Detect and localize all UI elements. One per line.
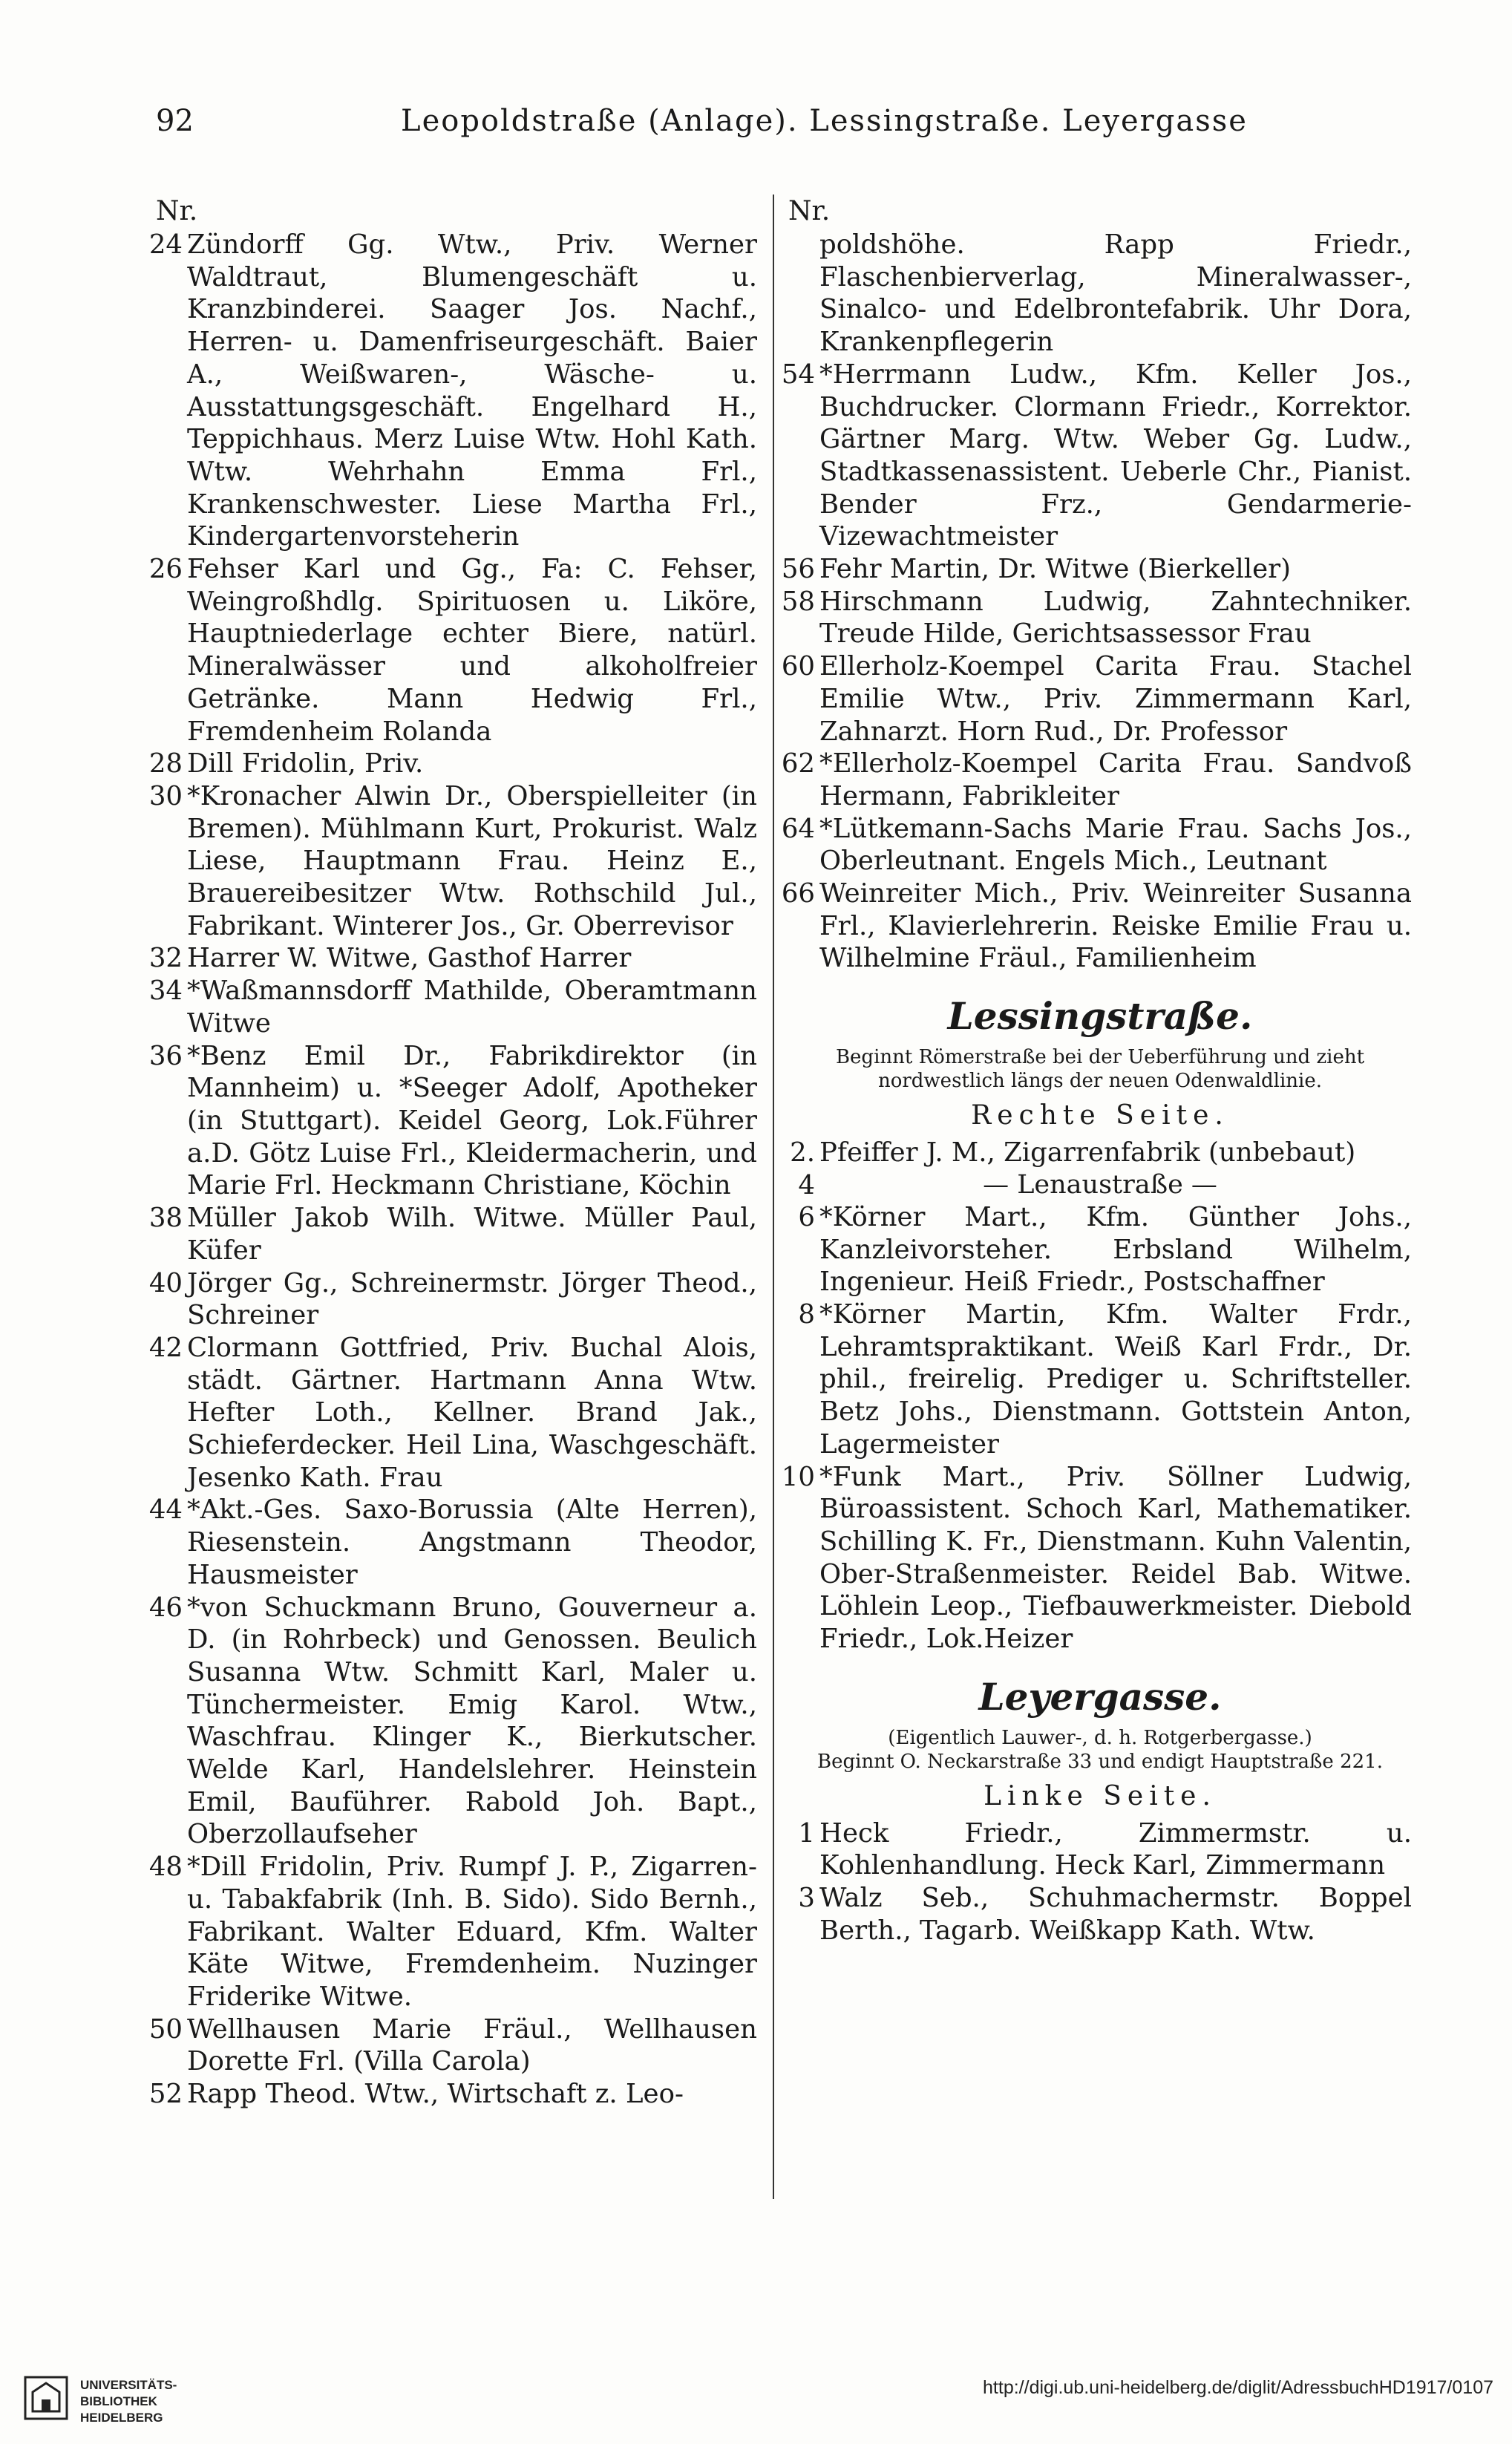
address-entry: [788, 1201, 1412, 1298]
entry-text: Fehser Karl und Gg., Fa: C. Fehser, Weingroßhdlg. Spirituosen u. Liköre, Hauptniederlage echter Biere, natürl. Mineralwässer und alkoholfreier Getränke. Mann Hedwig Frl., Fremdenheim Rolanda: [187, 554, 757, 747]
library-seal-icon: [22, 2374, 70, 2422]
left-column: [148, 195, 757, 2111]
section-subtitle-leyergasse-2: Beginnt O. Neckarstraße 33 und endigt Hauptstraße 221.: [817, 1750, 1383, 1773]
house-number: 30: [148, 780, 183, 811]
entry-text: Weinreiter Mich., Priv. Weinreiter Susanna Frl., Klavierlehrerin. Reiske Emilie Frau u. Wilhelmine Fräul., Familienheim: [819, 878, 1412, 974]
entry-text: *Benz Emil Dr., Fabrikdirektor (in Mannheim) u. *Seeger Adolf, Apotheker (in Stuttgart). Keidel Georg, Lok.Führer a.D. Götz Luise Frl., Kleidermacherin, und Marie Frl. Heckmann Christiane, Köchin: [187, 1040, 757, 1201]
house-number: 26: [148, 554, 183, 585]
house-number: 46: [148, 1592, 183, 1623]
entry-text: *von Schuckmann Bruno, Gouverneur a. D. (in Rohrbeck) und Genossen. Beulich Susanna Wtw. Schmitt Karl, Maler u. Tünchermeister. Emig Karol. Wtw., Waschfrau. Klinger K., Bierkutscher. Welde Karl, Handelslehrer. Heinstein Emil, Bauführer. Rabold Joh. Bapt., Oberzollaufseher: [187, 1592, 757, 1850]
house-number: 64: [781, 813, 815, 844]
address-entry: [148, 1494, 757, 1591]
address-entry: [148, 748, 757, 780]
house-number: 60: [781, 651, 815, 682]
address-entry: [148, 780, 757, 943]
entry-text: Harrer W. Witwe, Gasthof Harrer: [187, 943, 632, 974]
entry-text: Ellerholz-Koempel Carita Frau. Stachel Emilie Wtw., Priv. Zimmermann Karl, Zahnarzt. Horn Rud., Dr. Professor: [819, 651, 1412, 747]
house-number: 38: [148, 1203, 183, 1234]
entry-text: Walz Seb., Schuhmachermstr. Boppel Berth., Tagarb. Weißkapp Kath. Wtw.: [819, 1883, 1412, 1946]
entry-text: Müller Jakob Wilh. Witwe. Müller Paul, Küfer: [187, 1203, 757, 1266]
address-entry: [148, 1202, 757, 1267]
address-entry: [148, 229, 757, 553]
address-entry: [788, 1298, 1412, 1461]
entry-text: Wellhausen Marie Fräul., Wellhausen Dorette Frl. (Villa Carola): [187, 2013, 757, 2077]
address-entry: [781, 650, 1412, 748]
house-number: 56: [781, 554, 815, 585]
entry-text: *Dill Fridolin, Priv. Rumpf J. P., Zigarren- u. Tabakfabrik (Inh. B. Sido). Sido Bernh., Fabrikant. Walter Eduard, Kfm. Walter Käte Witwe, Fremdenheim. Nuzinger Friderike Witwe.: [187, 1852, 757, 2012]
entry-text: Hirschmann Ludwig, Zahntechniker. Treude Hilde, Gerichtsassessor Frau: [819, 586, 1412, 650]
address-entry: [148, 553, 757, 748]
section-title-leyergasse: Leyergasse.: [978, 1674, 1222, 1719]
house-number: 34: [148, 976, 183, 1007]
entry-text: *Akt.-Ges. Saxo-Borussia (Alte Herren), Riesenstein. Angstmann Theodor, Hausmeister: [187, 1494, 757, 1590]
house-number: 54: [781, 359, 815, 390]
house-number: 52: [148, 2079, 183, 2110]
address-entry: [788, 1882, 1412, 1947]
address-entry: [781, 553, 1412, 586]
entry-text: Pfeiffer J. M., Zigarrenfabrik (unbebaut): [819, 1137, 1356, 1169]
leyer-entries: [788, 1817, 1412, 1947]
house-number: 32: [148, 943, 183, 974]
page-header: [156, 104, 1410, 148]
library-logo: [22, 2370, 200, 2437]
house-number: 50: [148, 2013, 183, 2045]
house-number: 48: [148, 1852, 183, 1883]
entry-text: *Waßmannsdorff Mathilde, Oberamtmann Witwe: [187, 976, 757, 1039]
entry-text: Zündorff Gg. Wtw., Priv. Werner Waldtraut, Blumengeschäft u. Kranzbinderei. Saager Jos. Nachf., Herren- u. Damenfriseurgeschäft. Baier A., Weißwaren-, Wäsche- u. Ausstattungsgeschäft. Engelhard H., Teppichhaus. Merz Luise Wtw. Hohl Kath. Wtw. Wehrhahn Emma Frl., Krankenschwester. Liese Martha Frl., Kindergartenvorsteherin: [187, 229, 757, 552]
column-divider: [773, 195, 774, 2199]
house-number: 6: [798, 1201, 815, 1232]
side-label-rechte-seite: Rechte Seite.: [971, 1100, 1229, 1131]
lessing-entries-b: [781, 1201, 1412, 1656]
side-label-linke-seite: Linke Seite.: [984, 1780, 1217, 1811]
address-entry: [148, 1267, 757, 1332]
page-number: 92: [156, 104, 194, 138]
entry-text: Jörger Gg., Schreinermstr. Jörger Theod., Schreiner: [187, 1267, 757, 1331]
address-entry: [781, 1461, 1412, 1656]
address-entry: [781, 813, 1412, 878]
address-entry: [788, 1817, 1412, 1882]
entry-text: Dill Fridolin, Priv.: [187, 748, 424, 780]
address-entry: [781, 878, 1412, 975]
address-entry: [148, 2013, 757, 2078]
house-number: 40: [148, 1267, 183, 1298]
entry-text: *Funk Mart., Priv. Söllner Ludwig, Büroassistent. Schoch Karl, Mathematiker. Schilling K. Fr., Dienstmann. Kuhn Valentin, Ober-Straßenmeister. Reidel Bab. Witwe. Löhlein Leop., Tiefbauwerkmeister. Diebold Friedr., Lok.Heizer: [819, 1461, 1412, 1655]
library-name-line-3: HEIDELBERG: [80, 2411, 163, 2425]
house-number: 28: [148, 748, 183, 780]
entry-text: *Körner Mart., Kfm. Günther Johs., Kanzleivorsteher. Erbsland Wilhelm, Ingenieur. Heiß Friedr., Postschaffner: [819, 1201, 1412, 1298]
library-name: [80, 2377, 177, 2426]
entry-text: Rapp Theod. Wtw., Wirtschaft z. Leo-: [187, 2079, 684, 2110]
entry-text: *Körner Martin, Kfm. Walter Frdr., Lehramtspraktikant. Weiß Karl Frdr., Dr. phil., freirelig. Prediger u. Schriftsteller. Betz Johs., Dienstmann. Gottstein Anton, Lagermeister: [819, 1298, 1412, 1460]
entry-text: *Kronacher Alwin Dr., Oberspielleiter (in Bremen). Mühlmann Kurt, Prokurist. Walz Liese, Hauptmann Frau. Heinz E., Brauereibesitzer Wtw. Rothschild Jul., Fabrikant. Winterer Jos., Gr. Oberrevisor: [187, 780, 757, 941]
right-entries-top: [781, 229, 1412, 975]
house-number: 42: [148, 1332, 183, 1363]
cross-street-lenaustrasse: — Lenaustraße —: [983, 1169, 1217, 1200]
right-column: [781, 195, 1412, 1947]
address-entry: [148, 1851, 757, 2013]
entry-text: Heck Friedr., Zimmermstr. u. Kohlenhandlung. Heck Karl, Zimmermann: [819, 1817, 1412, 1881]
house-number: 24: [148, 229, 183, 260]
entry-text: Clormann Gottfried, Priv. Buchal Alois, städt. Gärtner. Hartmann Anna Wtw. Hefter Loth., Kellner. Brand Jak., Schieferdecker. Heil Lina, Waschgeschäft. Jesenko Kath. Frau: [187, 1332, 757, 1493]
address-entry: [148, 942, 757, 975]
address-entry: [148, 975, 757, 1039]
house-number: 36: [148, 1040, 183, 1071]
address-entry: [788, 229, 1412, 359]
entry-text: *Herrmann Ludw., Kfm. Keller Jos., Buchdrucker. Clormann Friedr., Korrektor. Gärtner Marg. Wtw. Weber Gg. Ludw., Stadtkassenassistent. Ueberle Chr., Pianist. Bender Frz., Gendarmerie-Vizewachtmeister: [819, 359, 1412, 552]
entry-text: *Ellerholz-Koempel Carita Frau. Sandvoß Hermann, Fabrikleiter: [819, 748, 1412, 811]
section-title-lessingstrasse: Lessingstraße.: [947, 994, 1253, 1039]
source-url[interactable]: http://digi.ub.uni-heidelberg.de/diglit/AdressbuchHD1917/0107: [983, 2377, 1493, 2398]
address-entry: [148, 1332, 757, 1494]
house-number: 44: [148, 1494, 183, 1526]
entry-text: Fehr Martin, Dr. Witwe (Bierkeller): [819, 554, 1291, 585]
library-name-line-1: UNIVERSITÄTS-: [80, 2378, 177, 2392]
library-name-line-2: BIBLIOTHEK: [80, 2394, 157, 2408]
section-subtitle-leyergasse-1: (Eigentlich Lauwer-, d. h. Rotgerbergasse.): [888, 1726, 1312, 1749]
section-subtitle-lessingstrasse: Beginnt Römerstraße bei der Ueberführung und zieht nordwestlich längs der neuen Odenwaldlinie.: [835, 1046, 1365, 1093]
entry-text: poldshöhe. Rapp Friedr., Flaschenbierverlag, Mineralwasser-, Sinalco- und Edelbrontefabrik. Uhr Dora, Krankenpflegerin: [819, 229, 1412, 358]
address-entry: [781, 359, 1412, 553]
house-number: 10: [781, 1461, 815, 1492]
address-entry: [148, 1592, 757, 1852]
house-number: 58: [781, 586, 815, 617]
house-number: 66: [781, 878, 815, 909]
house-number: 8: [798, 1298, 815, 1330]
address-entry: [148, 2078, 757, 2111]
nr-label-left: Nr.: [156, 196, 198, 226]
house-number: 62: [781, 748, 815, 780]
house-number: 1: [798, 1817, 815, 1849]
address-entry: [781, 586, 1412, 650]
address-entry: [781, 748, 1412, 812]
nr-label-right: Nr.: [788, 196, 831, 226]
house-number: 3: [798, 1883, 815, 1914]
running-title: Leopoldstraße (Anlage). Lessingstraße. Leyergasse: [401, 104, 1248, 138]
house-number: 2. 4: [790, 1137, 815, 1200]
address-entry: [148, 1040, 757, 1203]
left-entries: [148, 229, 757, 2111]
entry-text: *Lütkemann-Sachs Marie Frau. Sachs Jos., Oberleutnant. Engels Mich., Leutnant: [819, 813, 1412, 877]
